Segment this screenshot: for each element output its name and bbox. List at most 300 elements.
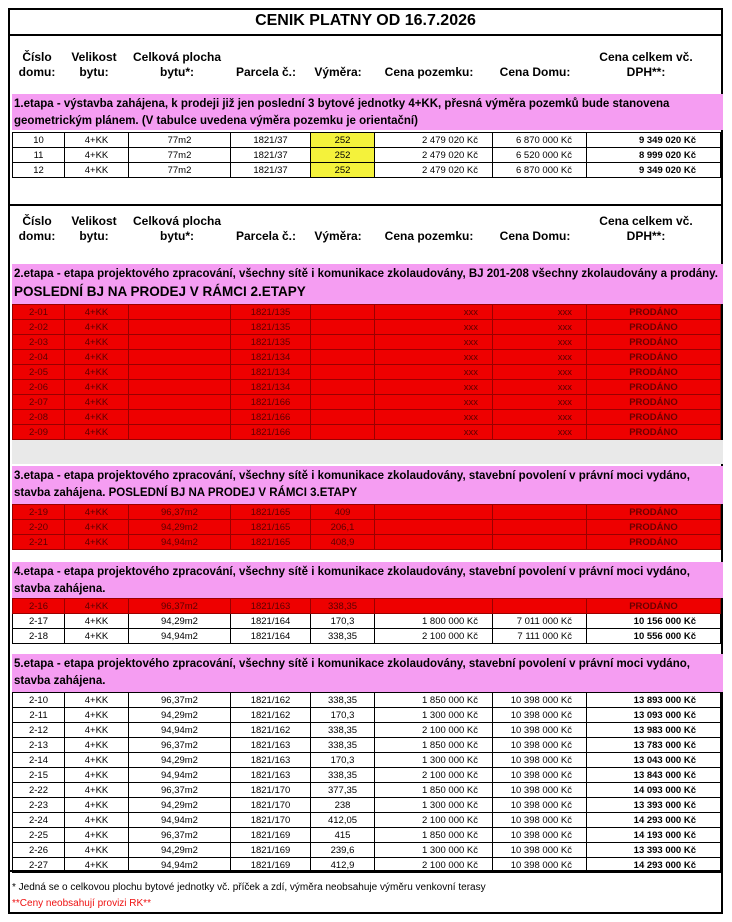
- cell-pozemek: 1 850 000 Kč: [375, 783, 493, 798]
- cell-vymera: [311, 395, 375, 410]
- table-row: [13, 520, 721, 535]
- cell-celkem: 13 983 000 Kč: [587, 723, 721, 738]
- cell-cislo: 2-17: [13, 614, 65, 629]
- etapa-4-table: [12, 598, 721, 644]
- cell-pozemek: xxx: [375, 335, 493, 350]
- cell-pozemek: 1 800 000 Kč: [375, 614, 493, 629]
- cell-pozemek: xxx: [375, 380, 493, 395]
- cell-celkem: 13 843 000 Kč: [587, 768, 721, 783]
- cell-parcela: 1821/169: [231, 858, 311, 873]
- cell-parcela: 1821/135: [231, 320, 311, 335]
- table-row: [13, 505, 721, 520]
- page-title: CENIK PLATNY OD 16.7.2026: [255, 12, 476, 29]
- cell-pozemek: [375, 599, 493, 614]
- header-vymera: Výměra:: [314, 65, 362, 79]
- cell-vymera: [311, 335, 375, 350]
- cell-parcela: 1821/37: [231, 148, 311, 163]
- cell-pozemek: 1 300 000 Kč: [375, 798, 493, 813]
- cell-dum: xxx: [493, 395, 587, 410]
- table-row: [13, 723, 721, 738]
- cell-velikost: 4+KK: [65, 738, 129, 753]
- cell-velikost: 4+KK: [65, 614, 129, 629]
- table-row: [13, 380, 721, 395]
- cell-velikost: 4+KK: [65, 148, 129, 163]
- table-row: [13, 395, 721, 410]
- table-row: [13, 335, 721, 350]
- cell-parcela: 1821/170: [231, 783, 311, 798]
- cell-vymera: 170,3: [311, 614, 375, 629]
- cell-plocha: 96,37m2: [129, 599, 231, 614]
- cell-dum: xxx: [493, 320, 587, 335]
- cell-vymera: [311, 365, 375, 380]
- cell-pozemek: 1 300 000 Kč: [375, 708, 493, 723]
- cell-parcela: 1821/162: [231, 723, 311, 738]
- cell-velikost: 4+KK: [65, 798, 129, 813]
- cell-plocha: [129, 365, 231, 380]
- cell-cislo: 2-25: [13, 828, 65, 843]
- cell-vymera: 338,35: [311, 738, 375, 753]
- cell-plocha: [129, 305, 231, 320]
- cell-celkem: 13 783 000 Kč: [587, 738, 721, 753]
- table-row: [13, 425, 721, 440]
- cell-vymera: 238: [311, 798, 375, 813]
- etapa-3-text: 3.etapa - etapa projektového zpracování, všechny sítě i komunikace zkolaudovány, stavební povolení v právní moci vydáno, stavba zahájena.: [14, 470, 690, 499]
- table-row: [13, 350, 721, 365]
- cell-plocha: 94,29m2: [129, 843, 231, 858]
- cell-celkem: PRODÁNO: [587, 520, 721, 535]
- cell-celkem: PRODÁNO: [587, 535, 721, 550]
- cell-velikost: 4+KK: [65, 708, 129, 723]
- table-row: [13, 768, 721, 783]
- footnote-commission: **Ceny neobsahují provizi RK**: [12, 898, 151, 909]
- etapa-4-note: 4.etapa - etapa projektového zpracování, všechny sítě i komunikace zkolaudovány, stavební povolení v právní moci vydáno, stavba zahájena.: [12, 562, 723, 598]
- cell-vymera: 252: [311, 133, 375, 148]
- cell-cislo: 2-16: [13, 599, 65, 614]
- cell-pozemek: 2 100 000 Kč: [375, 813, 493, 828]
- cell-vymera: [311, 380, 375, 395]
- cell-pozemek: 2 100 000 Kč: [375, 723, 493, 738]
- etapa-1-table: [12, 132, 721, 178]
- cell-velikost: 4+KK: [65, 133, 129, 148]
- cell-velikost: 4+KK: [65, 395, 129, 410]
- cell-celkem: 14 193 000 Kč: [587, 828, 721, 843]
- cell-pozemek: xxx: [375, 320, 493, 335]
- cell-dum: [493, 505, 587, 520]
- cell-plocha: [129, 425, 231, 440]
- cell-parcela: 1821/170: [231, 813, 311, 828]
- cell-vymera: 415: [311, 828, 375, 843]
- table-row: [13, 843, 721, 858]
- cell-parcela: 1821/165: [231, 505, 311, 520]
- table-row: [13, 753, 721, 768]
- cell-dum: xxx: [493, 305, 587, 320]
- cell-parcela: 1821/163: [231, 599, 311, 614]
- footnote-area: * Jedná se o celkovou plochu bytové jednotky vč. příček a zdí, výměra neobsahuje výměru venkovní terasy: [12, 882, 486, 893]
- cell-velikost: 4+KK: [65, 723, 129, 738]
- cell-parcela: 1821/165: [231, 535, 311, 550]
- table-row: [13, 629, 721, 644]
- header-vymera: Výměra:: [314, 229, 362, 243]
- cell-dum: 6 870 000 Kč: [493, 163, 587, 178]
- header-plocha: Celková plocha bytu*:: [132, 214, 222, 243]
- cell-plocha: 94,94m2: [129, 723, 231, 738]
- cell-plocha: 96,37m2: [129, 828, 231, 843]
- etapa-1-note: 1.etapa - výstavba zahájena, k prodeji již jen poslední 3 bytové jednotky 4+KK, přesná výměra pozemků bude stanovena geometrickým plánem. (V tabulce uvedena výměra pozemku je orientační): [12, 94, 723, 130]
- cell-parcela: 1821/165: [231, 520, 311, 535]
- cell-celkem: PRODÁNO: [587, 350, 721, 365]
- cell-parcela: 1821/169: [231, 828, 311, 843]
- table-header-1: [10, 50, 721, 94]
- header-velikost: Velikost bytu:: [71, 214, 117, 243]
- cell-velikost: 4+KK: [65, 520, 129, 535]
- cell-cislo: 2-20: [13, 520, 65, 535]
- cell-pozemek: 2 479 020 Kč: [375, 148, 493, 163]
- cell-plocha: [129, 320, 231, 335]
- cell-parcela: 1821/163: [231, 768, 311, 783]
- cell-celkem: PRODÁNO: [587, 425, 721, 440]
- cell-cislo: 2-09: [13, 425, 65, 440]
- cell-vymera: 338,35: [311, 629, 375, 644]
- cell-celkem: 10 556 000 Kč: [587, 629, 721, 644]
- cell-velikost: 4+KK: [65, 843, 129, 858]
- cell-pozemek: xxx: [375, 365, 493, 380]
- cell-plocha: 96,37m2: [129, 693, 231, 708]
- cell-plocha: [129, 350, 231, 365]
- cell-cislo: 2-03: [13, 335, 65, 350]
- cell-dum: 10 398 000 Kč: [493, 783, 587, 798]
- cell-parcela: 1821/166: [231, 395, 311, 410]
- spacer: [12, 440, 723, 464]
- cell-parcela: 1821/166: [231, 425, 311, 440]
- cell-celkem: 13 093 000 Kč: [587, 708, 721, 723]
- cell-cislo: 2-12: [13, 723, 65, 738]
- divider: [10, 34, 721, 36]
- table-row: [13, 708, 721, 723]
- etapa-2-highlight: POSLEDNÍ BJ NA PRODEJ V RÁMCI 2.ETAPY: [14, 284, 306, 299]
- cell-velikost: 4+KK: [65, 629, 129, 644]
- table-row: [13, 738, 721, 753]
- table-row: [13, 614, 721, 629]
- cell-vymera: [311, 425, 375, 440]
- cell-cislo: 2-06: [13, 380, 65, 395]
- cell-velikost: 4+KK: [65, 813, 129, 828]
- cell-cislo: 2-11: [13, 708, 65, 723]
- cell-cislo: 2-21: [13, 535, 65, 550]
- cell-plocha: 94,94m2: [129, 629, 231, 644]
- cell-plocha: 77m2: [129, 163, 231, 178]
- cell-vymera: 338,35: [311, 693, 375, 708]
- cell-vymera: [311, 350, 375, 365]
- etapa-3-tail: POSLEDNÍ BJ NA PRODEJ V RÁMCI 3.ETAPY: [108, 487, 358, 499]
- cell-cislo: 11: [13, 148, 65, 163]
- cell-vymera: 408,9: [311, 535, 375, 550]
- cell-parcela: 1821/135: [231, 335, 311, 350]
- cell-velikost: 4+KK: [65, 505, 129, 520]
- cell-plocha: [129, 410, 231, 425]
- cell-velikost: 4+KK: [65, 163, 129, 178]
- cell-dum: xxx: [493, 350, 587, 365]
- cell-dum: xxx: [493, 365, 587, 380]
- cell-velikost: 4+KK: [65, 858, 129, 873]
- cell-vymera: 338,35: [311, 599, 375, 614]
- etapa-2-text: 2.etapa - etapa projektového zpracování, všechny sítě i komunikace zkolaudovány, BJ 201-208 všechny zkolaudovány a prodány.: [14, 268, 718, 280]
- cell-plocha: 94,29m2: [129, 708, 231, 723]
- cell-dum: 6 520 000 Kč: [493, 148, 587, 163]
- cell-plocha: 94,29m2: [129, 798, 231, 813]
- cell-cislo: 2-26: [13, 843, 65, 858]
- table-row: [13, 828, 721, 843]
- cell-dum: xxx: [493, 425, 587, 440]
- cell-parcela: 1821/169: [231, 843, 311, 858]
- cell-velikost: 4+KK: [65, 828, 129, 843]
- cell-vymera: 338,35: [311, 723, 375, 738]
- cell-dum: 10 398 000 Kč: [493, 798, 587, 813]
- cell-dum: xxx: [493, 380, 587, 395]
- cell-dum: xxx: [493, 410, 587, 425]
- cell-dum: 6 870 000 Kč: [493, 133, 587, 148]
- cell-velikost: 4+KK: [65, 335, 129, 350]
- cell-celkem: 14 093 000 Kč: [587, 783, 721, 798]
- cell-dum: 10 398 000 Kč: [493, 738, 587, 753]
- cell-celkem: PRODÁNO: [587, 410, 721, 425]
- cell-pozemek: 1 850 000 Kč: [375, 738, 493, 753]
- cell-plocha: [129, 395, 231, 410]
- cell-cislo: 10: [13, 133, 65, 148]
- cell-plocha: 94,29m2: [129, 520, 231, 535]
- cell-velikost: 4+KK: [65, 320, 129, 335]
- cell-vymera: 252: [311, 163, 375, 178]
- cell-celkem: 10 156 000 Kč: [587, 614, 721, 629]
- cell-dum: 7 011 000 Kč: [493, 614, 587, 629]
- cell-plocha: 94,94m2: [129, 535, 231, 550]
- cell-dum: 10 398 000 Kč: [493, 858, 587, 873]
- cell-dum: [493, 599, 587, 614]
- cell-dum: 7 111 000 Kč: [493, 629, 587, 644]
- table-row: [13, 163, 721, 178]
- cell-vymera: 338,35: [311, 768, 375, 783]
- cell-celkem: PRODÁNO: [587, 320, 721, 335]
- cell-vymera: 170,3: [311, 708, 375, 723]
- cell-velikost: 4+KK: [65, 305, 129, 320]
- cell-plocha: 94,94m2: [129, 813, 231, 828]
- cell-cislo: 2-14: [13, 753, 65, 768]
- table-row: [13, 410, 721, 425]
- cell-pozemek: 2 479 020 Kč: [375, 133, 493, 148]
- cell-velikost: 4+KK: [65, 768, 129, 783]
- cell-vymera: 412,9: [311, 858, 375, 873]
- cell-velikost: 4+KK: [65, 365, 129, 380]
- cell-plocha: [129, 380, 231, 395]
- table-row: [13, 693, 721, 708]
- etapa-5-table: [12, 692, 721, 873]
- cell-plocha: 96,37m2: [129, 783, 231, 798]
- cell-celkem: 13 043 000 Kč: [587, 753, 721, 768]
- cell-pozemek: 1 300 000 Kč: [375, 753, 493, 768]
- cell-cislo: 2-04: [13, 350, 65, 365]
- cell-vymera: 252: [311, 148, 375, 163]
- cell-pozemek: 1 850 000 Kč: [375, 828, 493, 843]
- cell-cislo: 2-05: [13, 365, 65, 380]
- cell-pozemek: [375, 520, 493, 535]
- cell-dum: 10 398 000 Kč: [493, 843, 587, 858]
- table-row: [13, 365, 721, 380]
- cell-velikost: 4+KK: [65, 693, 129, 708]
- cell-pozemek: 2 479 020 Kč: [375, 163, 493, 178]
- cell-dum: 10 398 000 Kč: [493, 813, 587, 828]
- cell-parcela: 1821/162: [231, 708, 311, 723]
- cell-dum: 10 398 000 Kč: [493, 753, 587, 768]
- cell-vymera: 412,05: [311, 813, 375, 828]
- cell-cislo: 2-07: [13, 395, 65, 410]
- cell-parcela: 1821/135: [231, 305, 311, 320]
- cell-pozemek: [375, 505, 493, 520]
- table-row: [13, 813, 721, 828]
- cell-parcela: 1821/37: [231, 133, 311, 148]
- cell-velikost: 4+KK: [65, 783, 129, 798]
- cell-vymera: 239,6: [311, 843, 375, 858]
- cell-dum: [493, 520, 587, 535]
- etapa-3-note: [12, 466, 723, 504]
- cell-pozemek: 1 850 000 Kč: [375, 693, 493, 708]
- header-celkem: Cena celkem vč. DPH**:: [599, 50, 693, 79]
- cell-pozemek: 1 300 000 Kč: [375, 843, 493, 858]
- cell-pozemek: xxx: [375, 305, 493, 320]
- cell-plocha: [129, 335, 231, 350]
- cell-celkem: PRODÁNO: [587, 335, 721, 350]
- cell-parcela: 1821/163: [231, 738, 311, 753]
- cell-velikost: 4+KK: [65, 753, 129, 768]
- cell-cislo: 2-08: [13, 410, 65, 425]
- cell-plocha: 96,37m2: [129, 505, 231, 520]
- cell-velikost: 4+KK: [65, 350, 129, 365]
- cell-celkem: 13 893 000 Kč: [587, 693, 721, 708]
- cell-cislo: 2-15: [13, 768, 65, 783]
- header-pozemek: Cena pozemku:: [384, 65, 474, 79]
- cell-pozemek: xxx: [375, 425, 493, 440]
- etapa-2-note: [12, 264, 723, 304]
- divider: [10, 204, 721, 206]
- cell-vymera: 206,1: [311, 520, 375, 535]
- cell-dum: [493, 535, 587, 550]
- cell-velikost: 4+KK: [65, 599, 129, 614]
- cell-pozemek: xxx: [375, 350, 493, 365]
- etapa-5-note: 5.etapa - etapa projektového zpracování, všechny sítě i komunikace zkolaudovány, stavební povolení v právní moci vydáno, stavba zahájena.: [12, 654, 723, 692]
- cell-cislo: 2-27: [13, 858, 65, 873]
- cell-velikost: 4+KK: [65, 380, 129, 395]
- header-pozemek: Cena pozemku:: [384, 229, 474, 243]
- cell-dum: 10 398 000 Kč: [493, 693, 587, 708]
- table-row: [13, 798, 721, 813]
- header-plocha: Celková plocha bytu*:: [132, 50, 222, 79]
- cell-vymera: 377,35: [311, 783, 375, 798]
- header-cislo: Číslo domu:: [18, 214, 56, 243]
- cell-parcela: 1821/134: [231, 365, 311, 380]
- cell-plocha: 77m2: [129, 148, 231, 163]
- cell-plocha: 94,94m2: [129, 768, 231, 783]
- table-row: [13, 535, 721, 550]
- cell-cislo: 2-13: [13, 738, 65, 753]
- cell-vymera: [311, 305, 375, 320]
- cell-dum: 10 398 000 Kč: [493, 768, 587, 783]
- cell-cislo: 12: [13, 163, 65, 178]
- cell-celkem: PRODÁNO: [587, 505, 721, 520]
- table-row: [13, 783, 721, 798]
- cell-celkem: 9 349 020 Kč: [587, 133, 721, 148]
- header-parcela: Parcela č.:: [235, 229, 297, 243]
- cell-celkem: PRODÁNO: [587, 380, 721, 395]
- cell-velikost: 4+KK: [65, 535, 129, 550]
- header-cislo: Číslo domu:: [18, 50, 56, 79]
- cell-cislo: 2-18: [13, 629, 65, 644]
- cell-dum: xxx: [493, 335, 587, 350]
- table-header-2: [10, 214, 721, 258]
- cell-cislo: 2-23: [13, 798, 65, 813]
- cell-parcela: 1821/134: [231, 350, 311, 365]
- price-list-sheet: [8, 8, 723, 914]
- etapa-2-table: [12, 304, 721, 440]
- cell-celkem: 14 293 000 Kč: [587, 813, 721, 828]
- cell-pozemek: xxx: [375, 410, 493, 425]
- cell-pozemek: 2 100 000 Kč: [375, 858, 493, 873]
- cell-parcela: 1821/162: [231, 693, 311, 708]
- table-row: [13, 599, 721, 614]
- header-dum: Cena Domu:: [499, 229, 571, 243]
- cell-parcela: 1821/166: [231, 410, 311, 425]
- cell-pozemek: [375, 535, 493, 550]
- cell-cislo: 2-02: [13, 320, 65, 335]
- cell-cislo: 2-24: [13, 813, 65, 828]
- table-row: [13, 133, 721, 148]
- cell-pozemek: xxx: [375, 395, 493, 410]
- cell-vymera: [311, 410, 375, 425]
- cell-parcela: 1821/37: [231, 163, 311, 178]
- cell-parcela: 1821/163: [231, 753, 311, 768]
- cell-parcela: 1821/164: [231, 629, 311, 644]
- cell-parcela: 1821/170: [231, 798, 311, 813]
- cell-velikost: 4+KK: [65, 425, 129, 440]
- cell-dum: 10 398 000 Kč: [493, 828, 587, 843]
- cell-plocha: 94,94m2: [129, 858, 231, 873]
- cell-celkem: PRODÁNO: [587, 365, 721, 380]
- cell-parcela: 1821/134: [231, 380, 311, 395]
- cell-cislo: 2-22: [13, 783, 65, 798]
- cell-vymera: [311, 320, 375, 335]
- cell-celkem: 13 393 000 Kč: [587, 798, 721, 813]
- cell-dum: 10 398 000 Kč: [493, 723, 587, 738]
- header-parcela: Parcela č.:: [235, 65, 297, 79]
- divider: [10, 870, 721, 872]
- cell-vymera: 170,3: [311, 753, 375, 768]
- table-row: [13, 148, 721, 163]
- header-dum: Cena Domu:: [499, 65, 571, 79]
- cell-parcela: 1821/164: [231, 614, 311, 629]
- cell-celkem: 8 999 020 Kč: [587, 148, 721, 163]
- cell-velikost: 4+KK: [65, 410, 129, 425]
- cell-celkem: 9 349 020 Kč: [587, 163, 721, 178]
- cell-plocha: 96,37m2: [129, 738, 231, 753]
- etapa-3-table: [12, 504, 721, 550]
- cell-pozemek: 2 100 000 Kč: [375, 629, 493, 644]
- cell-celkem: 13 393 000 Kč: [587, 843, 721, 858]
- cell-celkem: PRODÁNO: [587, 395, 721, 410]
- cell-plocha: 94,29m2: [129, 753, 231, 768]
- cell-celkem: 14 293 000 Kč: [587, 858, 721, 873]
- table-row: [13, 320, 721, 335]
- cell-cislo: 2-19: [13, 505, 65, 520]
- cell-celkem: PRODÁNO: [587, 599, 721, 614]
- cell-cislo: 2-10: [13, 693, 65, 708]
- cell-dum: 10 398 000 Kč: [493, 708, 587, 723]
